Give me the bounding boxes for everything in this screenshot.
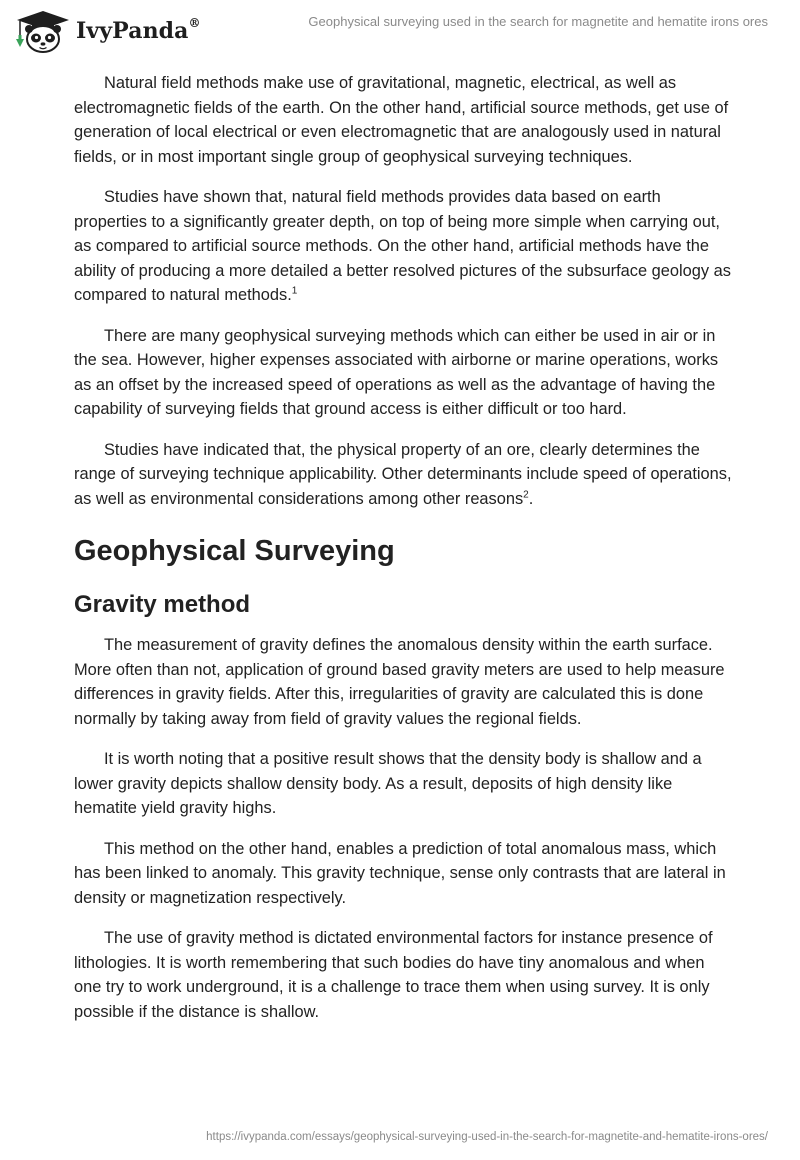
paragraph: The measurement of gravity defines the anomalous density within the earth surface. More often than not, application of ground based gravity meters are used to help measure differences in gravity fields. After this, irregularities of gravity are calculated this is done normally by taking away from field of gravity values the regional fields. — [74, 636, 725, 728]
paragraph: This method on the other hand, enables a prediction of total anomalous mass, which has been linked to anomaly. This gravity technique, sense only contrasts that are lateral in density or magnetization respectively. — [74, 839, 726, 907]
paragraph: It is worth noting that a positive result shows that the density body is shallow and a lower gravity depicts shallow density body. As a result, deposits of high density like hematite yield gravity highs. — [74, 750, 702, 817]
brand-logo[interactable] — [14, 9, 201, 53]
essay-body — [74, 71, 734, 1040]
paragraph: There are many geophysical surveying methods which can either be used in air or in the sea. However, higher expenses associated with airborne or marine operations, works as an offset by the increased speed of operations as well as the advantage of having the capability of surveying fields that ground access is either difficult or too hard. — [74, 326, 719, 418]
footnote-ref[interactable]: 1 — [291, 285, 298, 297]
document-title: Geophysical surveying used in the search for magnetite and hematite irons ores — [308, 14, 768, 29]
paragraph: The use of gravity method is dictated environmental factors for instance presence of lithologies. It is worth remembering that such bodies do have tiny anomalous and when one try to work underground, it is a challenge to trace them when using survey. It is only possible if the distance is shallow. — [74, 929, 713, 1021]
section-heading: Geophysical Surveying — [74, 535, 395, 567]
source-url[interactable]: https://ivypanda.com/essays/geophysical-surveying-used-in-the-search-for-magnetite-and-hematite-irons-ores/ — [206, 1131, 768, 1143]
paragraph: Studies have shown that, natural field methods provides data based on earth properties to a significantly greater depth, on top of being more simple when carrying out, as compared to artificial source methods. On the other hand, artificial methods have the ability of producing a more detailed a better resolved pictures of the subsurface geology as compared to natural methods.$^1$ — [74, 188, 731, 304]
page-header — [0, 0, 800, 60]
paragraph: Studies have indicated that, the physical property of an ore, clearly determines the range of surveying technique applicability. Other determinants include speed of operations, as well as environmental considerations among other reasons$^2$. — [74, 440, 732, 508]
brand-name: IvyPanda® — [76, 16, 201, 44]
subsection-heading: Gravity method — [74, 591, 251, 618]
panda-mascot-icon — [14, 9, 72, 53]
paragraph: Natural field methods make use of gravitational, magnetic, electrical, as well as electromagnetic fields of the earth. On the other hand, artificial source methods, get use of generation of local electrical or even electromagnetic that are analogously used in natural fields, or in most important single group of geophysical surveying techniques. — [74, 74, 729, 166]
footnote-ref[interactable]: 2 — [523, 489, 529, 501]
